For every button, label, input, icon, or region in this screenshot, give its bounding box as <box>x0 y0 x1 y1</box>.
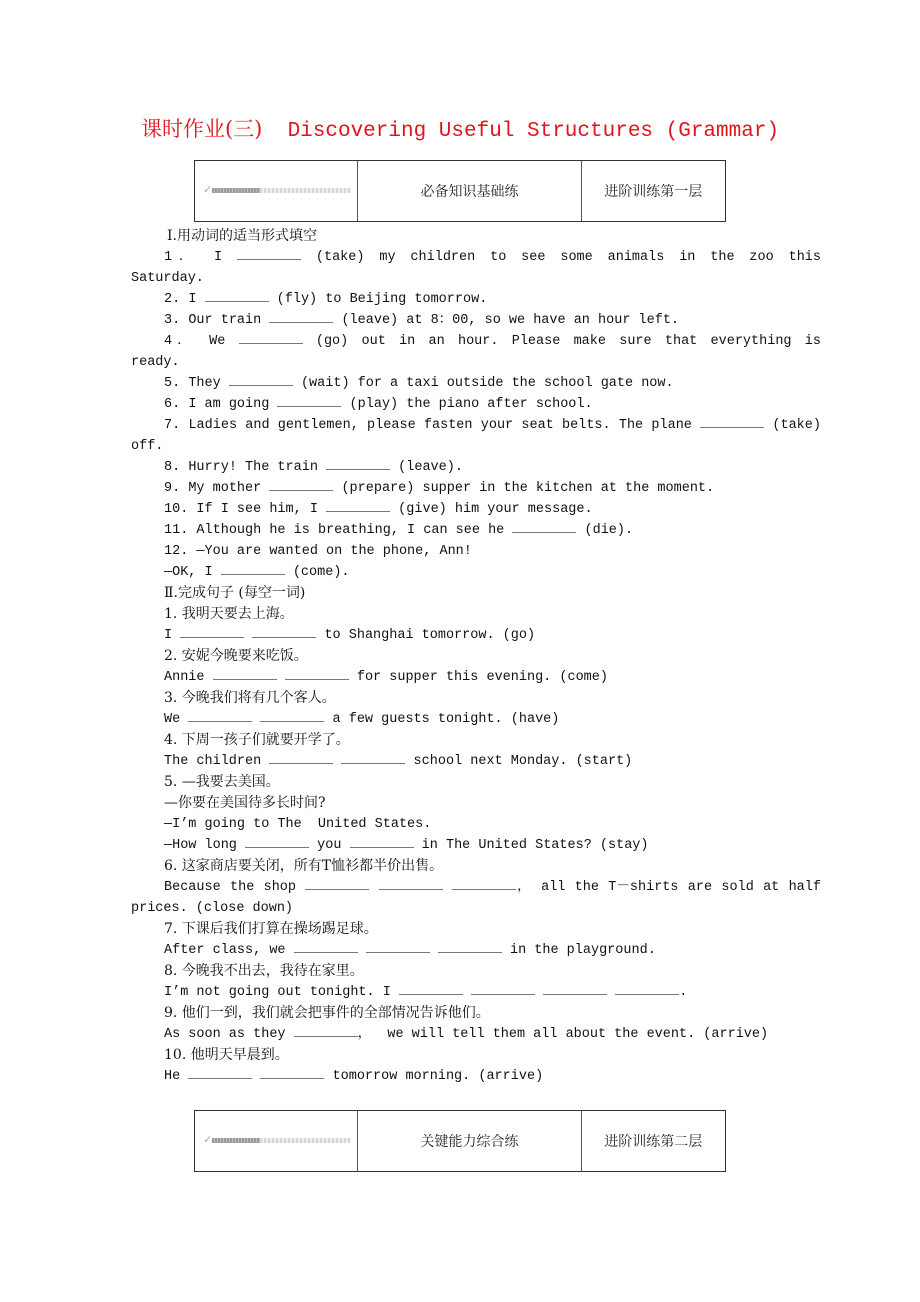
question-12-reply: —OK, I (come). <box>131 562 821 583</box>
sentence-10-chinese: 10. 他明天早晨到。 <box>164 1047 289 1063</box>
progress-bar-icon: ✓ <box>203 1137 351 1145</box>
section-type-label: 关键能力综合练 <box>358 1111 581 1171</box>
question-1: 1． I (take) my children to see some animals in the zoo this <box>131 247 821 268</box>
answer-blank[interactable] <box>615 982 679 995</box>
sentence-9-chinese: 9. 他们一到，我们就会把事件的全部情况告诉他们。 <box>164 1005 490 1021</box>
answer-blank[interactable] <box>543 982 607 995</box>
answer-blank[interactable] <box>366 940 430 953</box>
sentence-7-english: After class, we in the playground. <box>131 940 821 961</box>
sentence-6-chinese: 6. 这家商店要关闭，所有T恤衫都半价出售。 <box>164 858 444 874</box>
title-chinese: 课时作业(三) <box>140 117 263 141</box>
training-level-label: 进阶训练第一层 <box>604 184 703 200</box>
answer-blank[interactable] <box>326 457 390 470</box>
sentence-3-english: We a few guests tonight. (have) <box>131 709 821 730</box>
answer-blank[interactable] <box>252 625 316 638</box>
sentence-5-chinese-2: —你要在美国待多长时间? <box>164 795 326 811</box>
question-4: 4． We (go) out in an hour. Please make sure that everything is <box>131 331 821 352</box>
answer-blank[interactable] <box>180 625 244 638</box>
question-3: 3. Our train (leave) at 8：00, so we have an hour left. <box>131 310 821 331</box>
answer-blank[interactable] <box>229 373 293 386</box>
answer-blank[interactable] <box>294 940 358 953</box>
question-8: 8. Hurry! The train (leave). <box>131 457 821 478</box>
section-header-table-advanced <box>194 1110 726 1172</box>
sentence-3-chinese: 3. 今晚我们将有几个客人。 <box>164 690 336 706</box>
sentence-9-english: As soon as they ， we will tell them all about the event. (arrive) <box>131 1024 821 1045</box>
sentence-1-english: I to Shanghai tomorrow. (go) <box>131 625 821 646</box>
question-10: 10. If I see him, I (give) him your message. <box>131 499 821 520</box>
question-9: 9. My mother (prepare) supper in the kitchen at the moment. <box>131 478 821 499</box>
answer-blank[interactable] <box>350 835 414 848</box>
answer-blank[interactable] <box>277 394 341 407</box>
section-header-table-basic <box>194 160 726 222</box>
exercise-content <box>131 226 821 1087</box>
answer-blank[interactable] <box>294 1024 358 1037</box>
sentence-8-english: I’m not going out tonight. I . <box>131 982 821 1003</box>
question-6: 6. I am going (play) the piano after school. <box>131 394 821 415</box>
sentence-10-english: He tomorrow morning. (arrive) <box>131 1066 821 1087</box>
answer-blank[interactable] <box>379 877 443 890</box>
question-2: 2. I (fly) to Beijing tomorrow. <box>131 289 821 310</box>
sentence-5-english-a: —I’m going to The United States. <box>164 817 432 832</box>
question-12: 12. —You are wanted on the phone, Ann! <box>164 544 472 559</box>
answer-blank[interactable] <box>471 982 535 995</box>
answer-blank[interactable] <box>188 709 252 722</box>
progress-bar-icon: ✓ <box>203 187 351 195</box>
sentence-6-cont: prices. (close down) <box>131 901 294 916</box>
training-level-label: 进阶训练第二层 <box>604 1134 703 1150</box>
answer-blank[interactable] <box>213 667 277 680</box>
question-7-cont: off. <box>131 439 164 454</box>
sentence-8-chinese: 8. 今晚我不出去，我待在家里。 <box>164 963 364 979</box>
answer-blank[interactable] <box>205 289 269 302</box>
sentence-4-english: The children school next Monday. (start) <box>131 751 821 772</box>
progress-cell <box>195 1111 358 1171</box>
answer-blank[interactable] <box>305 877 369 890</box>
question-11: 11. Although he is breathing, I can see he (die). <box>131 520 821 541</box>
sentence-2-english: Annie for supper this evening. (come) <box>131 667 821 688</box>
answer-blank[interactable] <box>399 982 463 995</box>
sentence-1-chinese: 1. 我明天要去上海。 <box>164 606 294 622</box>
answer-blank[interactable] <box>326 499 390 512</box>
answer-blank[interactable] <box>239 331 303 344</box>
question-4-cont: ready. <box>131 355 180 370</box>
answer-blank[interactable] <box>269 478 333 491</box>
answer-blank[interactable] <box>260 1066 324 1079</box>
question-1-cont: Saturday. <box>131 271 204 286</box>
answer-blank[interactable] <box>269 310 333 323</box>
answer-blank[interactable] <box>512 520 576 533</box>
answer-blank[interactable] <box>221 562 285 575</box>
section-2-heading: Ⅱ.完成句子 (每空一词) <box>164 585 306 601</box>
answer-blank[interactable] <box>245 835 309 848</box>
answer-blank[interactable] <box>285 667 349 680</box>
answer-blank[interactable] <box>237 247 301 260</box>
sentence-4-chinese: 4. 下周一孩子们就要开学了。 <box>164 732 350 748</box>
answer-blank[interactable] <box>438 940 502 953</box>
answer-blank[interactable] <box>452 877 516 890</box>
sentence-5-chinese: 5. —我要去美国。 <box>164 774 280 790</box>
section-1-heading: Ⅰ.用动词的适当形式填空 <box>167 228 317 244</box>
section-type-label: 必备知识基础练 <box>358 161 581 221</box>
sentence-2-chinese: 2. 安妮今晚要来吃饭。 <box>164 648 308 664</box>
sentence-7-chinese: 7. 下课后我们打算在操场踢足球。 <box>164 921 378 937</box>
question-7: 7. Ladies and gentlemen, please fasten your seat belts. The plane (take) <box>131 415 821 436</box>
sentence-6-english: Because the shop ， all the T－shirts are sold at half <box>131 877 821 898</box>
answer-blank[interactable] <box>260 709 324 722</box>
answer-blank[interactable] <box>341 751 405 764</box>
title-english: Discovering Useful Structures (Grammar) <box>287 120 780 143</box>
answer-blank[interactable] <box>269 751 333 764</box>
question-5: 5. They (wait) for a taxi outside the school gate now. <box>131 373 821 394</box>
sentence-5-english-b: —How long you in The United States? (stay) <box>131 835 821 856</box>
progress-cell <box>195 161 358 221</box>
page-title <box>0 113 920 143</box>
answer-blank[interactable] <box>188 1066 252 1079</box>
answer-blank[interactable] <box>700 415 764 428</box>
